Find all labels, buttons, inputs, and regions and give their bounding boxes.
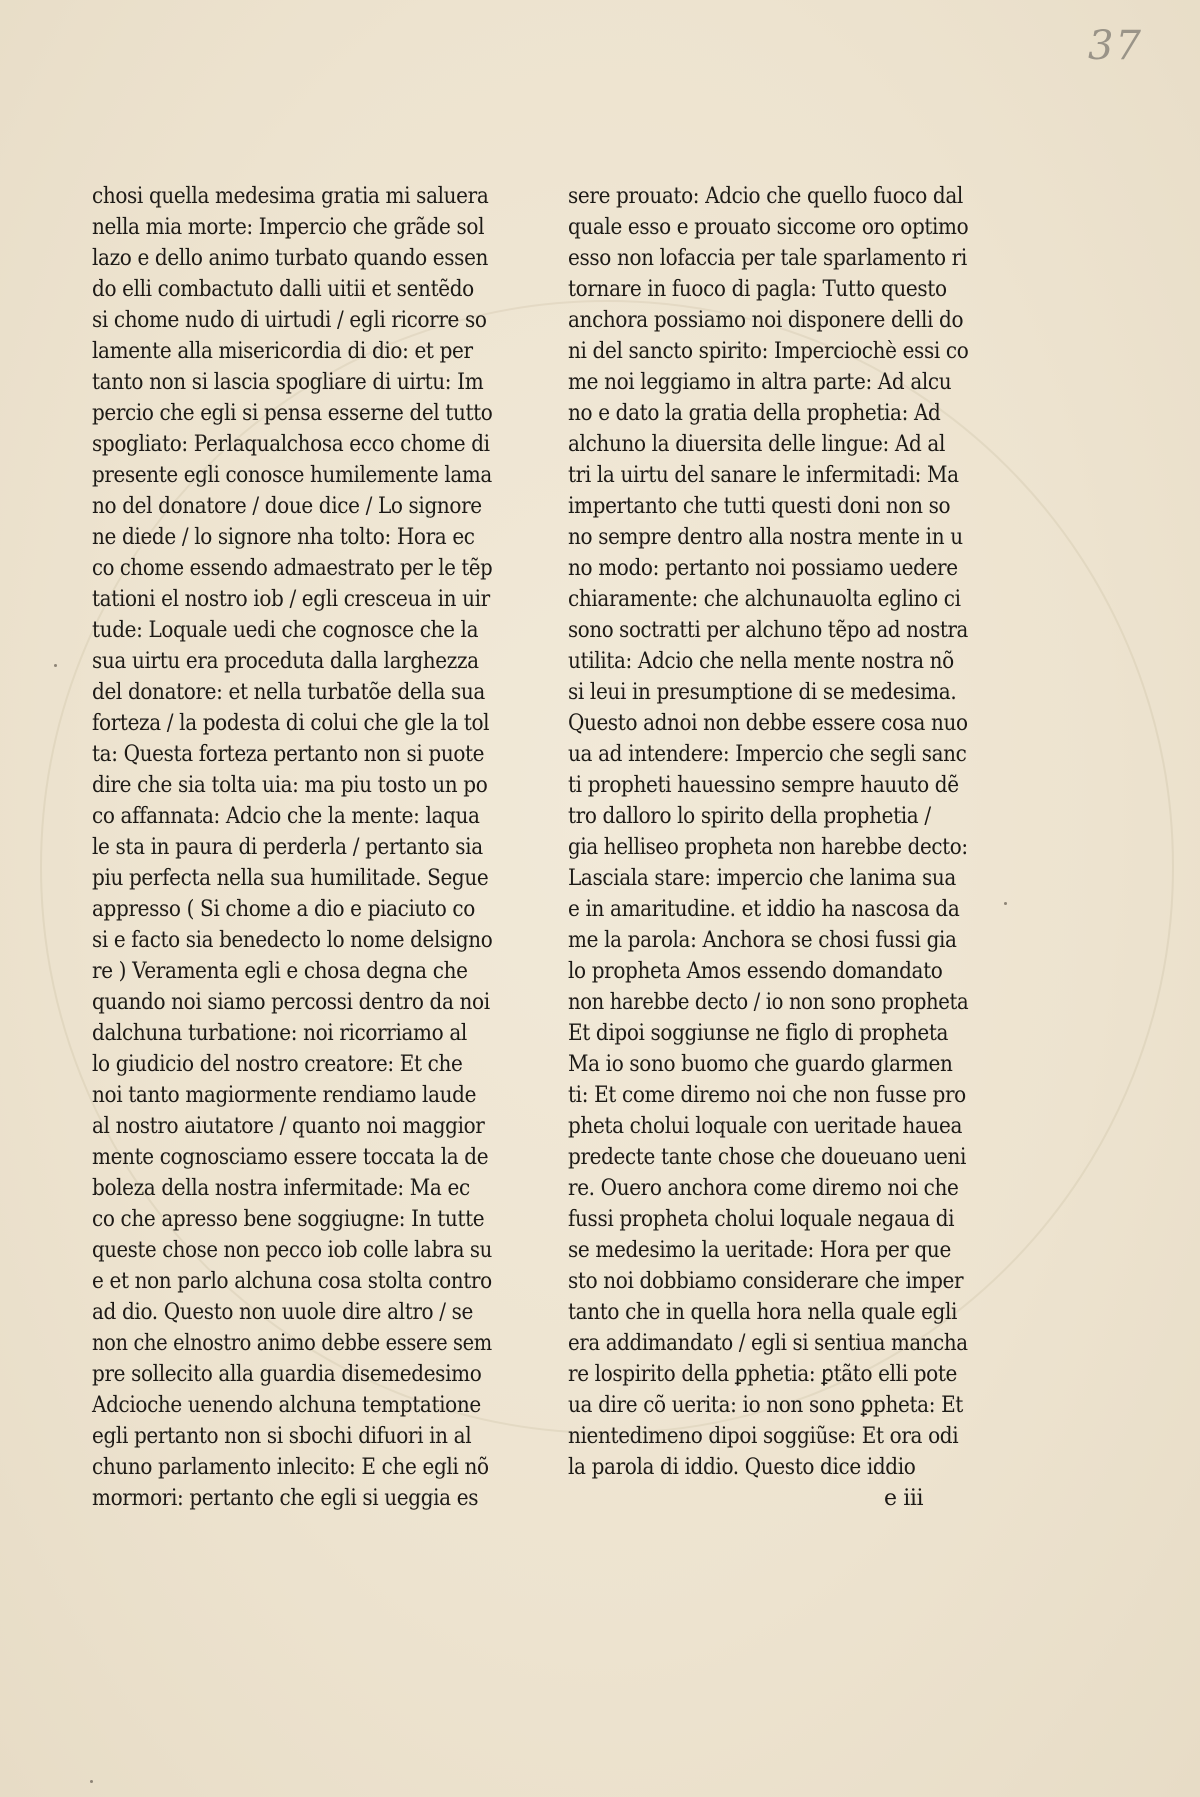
left-column-line: co che apresso bene soggiugne: In tutte	[92, 1207, 485, 1232]
left-column-line: lazo e dello animo turbato quando essen	[92, 246, 489, 271]
left-column-line: co chome essendo admaestrato per le tẽp	[92, 556, 493, 581]
left-column-line: lamente alla misericordia di dio: et per	[92, 339, 473, 364]
right-column-line: Ma io sono buomo che guardo glarmen	[568, 1052, 953, 1077]
right-column-line: Questo adnoi non debbe essere cosa nuo	[568, 711, 968, 736]
left-column-line: tude: Loquale uedi che cognosce che la	[92, 618, 479, 643]
left-column-line: chosi quella medesima gratia mi saluera	[92, 184, 489, 209]
right-column-line: se medesimo la ueritade: Hora per que	[568, 1238, 951, 1263]
left-column-line: noi tanto magiormente rendiamo laude	[92, 1083, 477, 1108]
right-column-line: lo propheta Amos essendo domandato	[568, 959, 943, 984]
left-column-line: pre sollecito alla guardia disemedesimo	[92, 1362, 482, 1387]
right-column-line: Lasciala stare: impercio che lanima sua	[568, 866, 956, 891]
right-column-line: sono soctratti per alchuno tẽpo ad nostra	[568, 618, 968, 643]
left-column-line: presente egli conosce humilemente lama	[92, 463, 492, 488]
left-column-line: piu perfecta nella sua humilitade. Segue	[92, 866, 489, 891]
right-column-line: me la parola: Anchora se chosi fussi gia	[568, 928, 957, 953]
paper-speck	[54, 664, 57, 667]
right-column-line: no e dato la gratia della prophetia: Ad	[568, 401, 941, 426]
right-column-line: predecte tante chose che doueuano ueni	[568, 1145, 967, 1170]
paper-speck	[90, 1780, 93, 1783]
right-column-line: non harebbe decto / io non sono propheta	[568, 990, 969, 1015]
right-column-line: anchora possiamo noi disponere delli do	[568, 308, 964, 333]
right-column-line: quale esso e prouato siccome oro optimo	[568, 215, 969, 240]
left-column-line: do elli combactuto dalli uitii et sentẽdo	[92, 277, 474, 302]
right-column-line: re lospirito della ꝑphetia: ꝑtãto elli pote	[568, 1362, 957, 1387]
left-column-line: lo giudicio del nostro creatore: Et che	[92, 1052, 463, 1077]
right-column-line: sere prouato: Adcio che quello fuoco dal	[568, 184, 963, 209]
right-text-column	[568, 181, 1008, 1514]
right-column-line: me noi leggiamo in altra parte: Ad alcu	[568, 370, 952, 395]
left-column-line: le sta in paura di perderla / pertanto sia	[92, 835, 483, 860]
right-column-line: ti: Et come diremo noi che non fusse pro	[568, 1083, 966, 1108]
left-column-line: sua uirtu era proceduta dalla larghezza	[92, 649, 479, 674]
right-column-line: utilita: Adcio che nella mente nostra nõ	[568, 649, 954, 674]
left-column-line: si chome nudo di uirtudi / egli ricorre so	[92, 308, 487, 333]
left-column-line: forteza / la podesta di colui che gle la tol	[92, 711, 490, 736]
right-column-line: ti propheti hauessino sempre hauuto dẽ	[568, 773, 959, 798]
right-column-line: esso non lofaccia per tale sparlamento ri	[568, 246, 967, 271]
left-column-line: ad dio. Questo non uuole dire altro / se	[92, 1300, 473, 1325]
right-column-line: e in amaritudine. et iddio ha nascosa da	[568, 897, 960, 922]
left-column-line: tationi el nostro iob / egli cresceua in uir	[92, 587, 490, 612]
folio-number: 37	[1088, 23, 1143, 69]
left-column-line: ne diede / lo signore nha tolto: Hora ec	[92, 525, 475, 550]
left-column-line: tanto non si lascia spogliare di uirtu: Im	[92, 370, 484, 395]
right-column-line: tro dalloro lo spirito della prophetia /	[568, 804, 931, 829]
left-column-line: al nostro aiutatore / quanto noi maggior	[92, 1114, 485, 1139]
right-column-line: chiaramente: che alchunauolta eglino ci	[568, 587, 961, 612]
right-column-line: tri la uirtu del sanare le infermitadi: Ma	[568, 463, 959, 488]
left-column-line: boleza della nostra infermitade: Ma ec	[92, 1176, 470, 1201]
left-column-line: re ) Veramenta egli e chosa degna che	[92, 959, 468, 984]
right-column-line: pheta cholui loquale con ueritade hauea	[568, 1114, 963, 1139]
left-column-line: si e facto sia benedecto lo nome delsigno	[92, 928, 493, 953]
left-column-line: chuno parlamento inlecito: E che egli nõ	[92, 1455, 489, 1480]
right-column-line: impertanto che tutti questi doni non so	[568, 494, 951, 519]
left-column-line: spogliato: Perlaqualchosa ecco chome di	[92, 432, 490, 457]
left-column-line: percio che egli si pensa esserne del tutto	[92, 401, 493, 426]
signature-mark: e iii	[884, 1486, 924, 1511]
paper-speck	[1004, 902, 1007, 905]
left-column-line: no del donatore / doue dice / Lo signore	[92, 494, 482, 519]
left-column-line: dire che sia tolta uia: ma piu tosto un po	[92, 773, 488, 798]
right-column-line: era addimandato / egli si sentiua mancha	[568, 1331, 968, 1356]
right-column-line: ua dire cõ uerita: io non sono ꝑpheta: Et	[568, 1393, 963, 1418]
left-column-line: egli pertanto non si sbochi difuori in al	[92, 1424, 472, 1449]
right-column-line: si leui in presumptione di se medesima.	[568, 680, 957, 705]
left-column-line: ta: Questa forteza pertanto non si puote	[92, 742, 485, 767]
right-column-line: no sempre dentro alla nostra mente in u	[568, 525, 963, 550]
right-column-line: ni del sancto spirito: Imperciochè essi co	[568, 339, 969, 364]
right-column-line: gia helliseo propheta non harebbe decto:	[568, 835, 968, 860]
right-column-line: tanto che in quella hora nella quale egli	[568, 1300, 958, 1325]
right-column-line: fussi propheta cholui loquale negaua di	[568, 1207, 955, 1232]
left-column-line: e et non parlo alchuna cosa stolta contro	[92, 1269, 492, 1294]
left-column-line: mormori: pertanto che egli si ueggia es	[92, 1486, 479, 1511]
left-column-line: mente cognosciamo essere toccata la de	[92, 1145, 489, 1170]
left-column-line: co affannata: Adcio che la mente: laqua	[92, 804, 480, 829]
left-text-column	[92, 181, 532, 1514]
left-column-line: Adcioche uenendo alchuna temptatione	[92, 1393, 481, 1418]
left-column-line: nella mia morte: Impercio che grãde sol	[92, 215, 485, 240]
left-column-line: quando noi siamo percossi dentro da noi	[92, 990, 490, 1015]
left-column-line: non che elnostro animo debbe essere sem	[92, 1331, 492, 1356]
right-column-line: ua ad intendere: Impercio che segli sanc	[568, 742, 967, 767]
right-column-line: no modo: pertanto noi possiamo uedere	[568, 556, 958, 581]
right-column-line: alchuno la diuersita delle lingue: Ad al	[568, 432, 945, 457]
right-column-line: re. Ouero anchora come diremo noi che	[568, 1176, 959, 1201]
right-column-line: Et dipoi soggiunse ne figlo di propheta	[568, 1021, 949, 1046]
left-column-line: queste chose non pecco iob colle labra su	[92, 1238, 492, 1263]
right-column-line: tornare in fuoco di pagla: Tutto questo	[568, 277, 947, 302]
left-column-line: dalchuna turbatione: noi ricorriamo al	[92, 1021, 467, 1046]
left-column-line: del donatore: et nella turbatõe della sua	[92, 680, 485, 705]
left-column-line: appresso ( Si chome a dio e piaciuto co	[92, 897, 475, 922]
right-column-line: la parola di iddio. Questo dice iddio	[568, 1455, 916, 1480]
right-column-line: sto noi dobbiamo considerare che imper	[568, 1269, 964, 1294]
right-column-line: nientedimeno dipoi soggiũse: Et ora odi	[568, 1424, 959, 1449]
